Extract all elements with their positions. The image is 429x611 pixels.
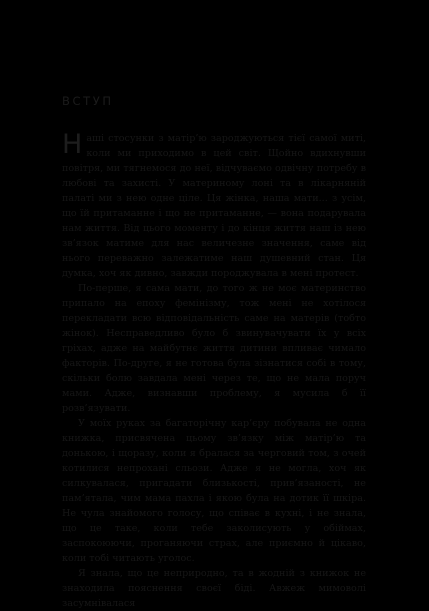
drop-cap: Н [62, 129, 83, 160]
paragraph-1-text: аші стосунки з матір’ю зароджуються тієї самої миті, коли ми приходимо в цей світ. Щойно вдихнувши повітря, ми тягнемося до неї, відчуваємо одвічну потребу в любові та захисті. У материному лоні та в лікарняній палаті ми з нею одне ціле. Ця жінка, наша мати... з усім, що їй притаманне і що не притаманне, — вона подарувала нам життя. Від цього моменту і до кінця життя наш із нею зв’язок матиме для нас величезне значення, саме від нього переважно залежатиме наш душевний стан. Ця думка, хоч як дивно, завжди породжувала в мені протест. [62, 133, 366, 279]
body-text [62, 131, 366, 611]
paragraph-4: Я знала, що це неприродно, та в жодній з книжок не знаходила пояснення своєї біді. Авжеж мимоволі засумнівалася [62, 568, 366, 609]
chapter-heading: ВСТУП [62, 94, 114, 108]
paragraph-1 [62, 131, 366, 281]
paragraph-3: У моїх руках за багаторічну кар’єру побувала не одна книжка, присвячена цьому зв’язку між матір’ю та донькою, і щоразу, коли я бралася за черговий том, з очей котилися непрохані сльози. Адже я не могла, хоч як силкувалася, пригадати близькості, прив’язаності, не пам’ятала, чим мама пахла і якою була на дотик її шкіра. Не чула знайомого голосу, що співає в кухні, і не знала, що це таке, коли тебе заколисують у обіймах, заспокоюючи, проганяючи страх, але приємно й цікаво, коли тобі читають уголос. [62, 418, 366, 564]
paragraph-2: По-перше, я сама мати, до того ж не моє материнство припало на епоху фемінізму, тож мені не хотілося перекладати всю відповідальність саме на матерів (тобто жінок). Несправедливо було б звинувачувати їх у всіх гріхах, адже на майбутнє життя дитини впливає чимало факторів. По-друге, я не готова була зізнатися собі в тому, скільки болю завдала мені через те, що не мала поруч мами. Адже, визнавши проблему, я мусила б її розв’язувати. [62, 283, 366, 414]
